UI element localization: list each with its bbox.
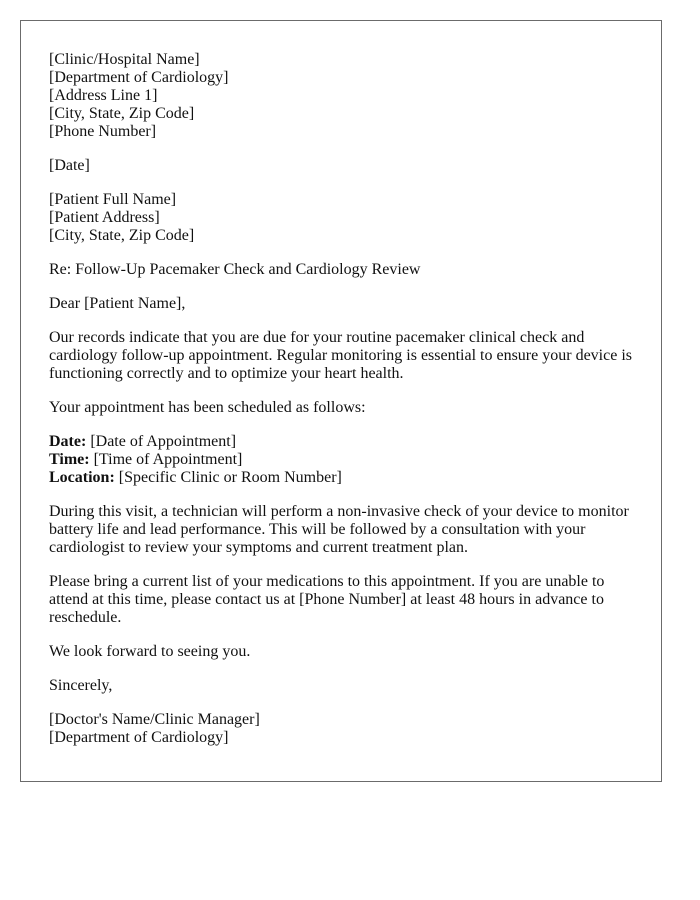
appointment-details <box>49 433 633 487</box>
subject-line: Re: Follow-Up Pacemaker Check and Cardiology Review <box>49 261 421 278</box>
recipient-name: [Patient Full Name] <box>49 191 177 208</box>
signature-block <box>49 711 633 747</box>
appointment-location-label: Location: <box>49 469 115 486</box>
sender-address-block <box>49 51 633 141</box>
appointment-location-row <box>49 469 633 487</box>
appointment-time-label: Time: <box>49 451 90 468</box>
signoff: Sincerely, <box>49 677 113 694</box>
date-text: [Date] <box>49 157 90 174</box>
sender-city-state-zip: [City, State, Zip Code] <box>49 105 195 122</box>
visit-paragraph: During this visit, a technician will perform a non-invasive check of your device to monitor battery life and lead performance. This will be followed by a consultation with your cardiologist to review your symptoms and current treatment plan. <box>49 503 629 556</box>
scheduled-paragraph: Your appointment has been scheduled as follows: <box>49 399 366 416</box>
sender-phone: [Phone Number] <box>49 123 157 140</box>
appointment-date-label: Date: <box>49 433 87 450</box>
appointment-time-row <box>49 451 633 469</box>
bring-paragraph: Please bring a current list of your medications to this appointment. If you are unable to attend at this time, please contact us at [Phone Number] at least 48 hours in advance to reschedule. <box>49 573 605 626</box>
closing-line: We look forward to seeing you. <box>49 643 251 660</box>
letter-page <box>20 20 662 782</box>
appointment-location-value: [Specific Clinic or Room Number] <box>118 469 342 486</box>
appointment-date-row <box>49 433 633 451</box>
signature-name: [Doctor's Name/Clinic Manager] <box>49 711 260 728</box>
sender-department: [Department of Cardiology] <box>49 69 229 86</box>
sender-clinic-name: [Clinic/Hospital Name] <box>49 51 200 68</box>
appointment-time-value: [Time of Appointment] <box>93 451 243 468</box>
recipient-address: [Patient Address] <box>49 209 160 226</box>
intro-paragraph: Our records indicate that you are due for your routine pacemaker clinical check and cardiology follow-up appointment. Regular monitoring is essential to ensure your device is functioning correctly and to optimize your heart health. <box>49 329 632 382</box>
letter-date <box>49 157 633 175</box>
signature-department: [Department of Cardiology] <box>49 729 229 746</box>
appointment-date-value: [Date of Appointment] <box>90 433 237 450</box>
sender-address-line-1: [Address Line 1] <box>49 87 158 104</box>
salutation: Dear [Patient Name], <box>49 295 186 312</box>
recipient-city-state-zip: [City, State, Zip Code] <box>49 227 195 244</box>
recipient-address-block <box>49 191 633 245</box>
